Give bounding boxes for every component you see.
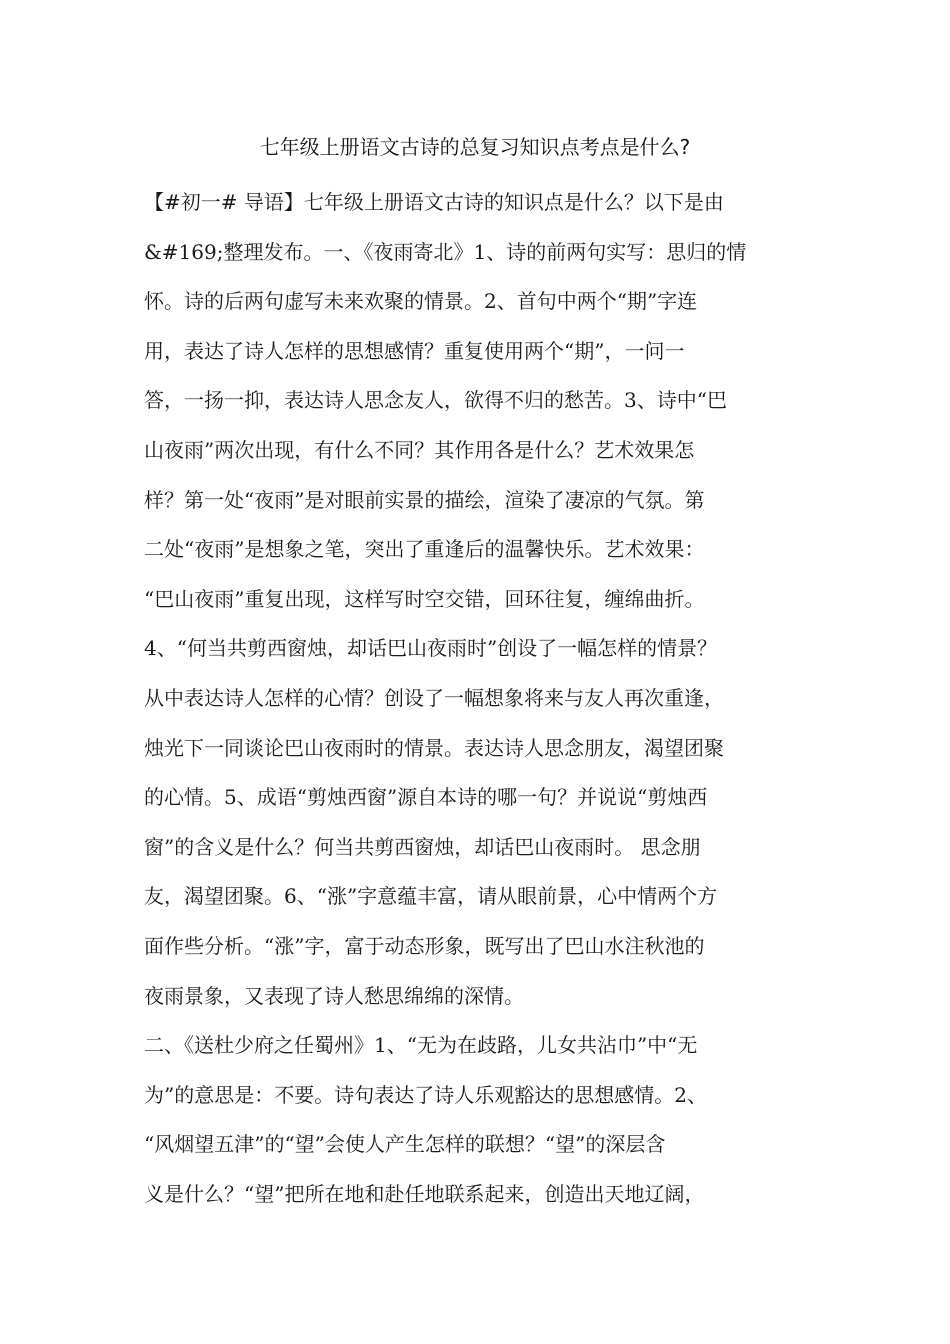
body-text-line: 的心情。5、成语“剪烛西窗”源自本诗的哪一句？并说说“剪烛西 — [144, 785, 708, 809]
body-text-line: 窗”的含义是什么？何当共剪西窗烛，却话巴山夜雨时。 思念朋 — [144, 835, 701, 859]
body-text-line: 面作些分析。“涨”字，富于动态形象，既写出了巴山水注秋池的 — [144, 934, 705, 958]
body-text-line: 答，一扬一抑，表达诗人思念友人，欲得不归的愁苦。3、诗中“巴 — [144, 388, 727, 412]
body-text-line: 二处“夜雨”是想象之笔，突出了重逢后的温馨快乐。艺术效果： — [144, 537, 705, 561]
body-text-line: 用，表达了诗人怎样的思想感情？重复使用两个“期”，一问一 — [144, 339, 685, 363]
body-text-line: 夜雨景象，又表现了诗人愁思绵绵的深情。 — [144, 984, 524, 1008]
body-text-line: 烛光下一同谈论巴山夜雨时的情景。表达诗人思念朋友，渴望团聚 — [144, 736, 724, 760]
body-text-line: “巴山夜雨”重复出现，这样写时空交错，回环往复，缠绵曲折。 — [144, 587, 705, 611]
body-text-line: 义是什么？“望”把所在地和赴任地联系起来，创造出天地辽阔， — [144, 1182, 705, 1206]
body-text-line: 友，渴望团聚。6、“涨”字意蕴丰富，请从眼前景，心中情两个方 — [144, 884, 718, 908]
body-text-line: 山夜雨”两次出现，有什么不同？其作用各是什么？艺术效果怎 — [144, 438, 695, 462]
body-text-line: 怀。诗的后两句虚写未来欢聚的情景。2、首句中两个“期”字连 — [144, 289, 698, 313]
body-text-line: “风烟望五津”的“望”会使人产生怎样的联想？“望”的深层含 — [144, 1132, 666, 1156]
document-title: 七年级上册语文古诗的总复习知识点考点是什么? — [259, 135, 691, 159]
body-text-line: 4、“何当共剪西窗烛，却话巴山夜雨时”创设了一幅怎样的情景？ — [144, 636, 718, 660]
body-text-line: 为”的意思是：不要。诗句表达了诗人乐观豁达的思想感情。2、 — [144, 1083, 707, 1107]
body-text-line: 从中表达诗人怎样的心情？创设了一幅想象将来与友人再次重逢， — [144, 686, 724, 710]
body-text-line: 样？第一处“夜雨”是对眼前实景的描绘，渲染了凄凉的气氛。第 — [144, 488, 705, 512]
body-text-line: 二、《送杜少府之任蜀州》1、“无为在歧路，儿女共沾巾”中“无 — [144, 1033, 698, 1057]
body-text-line: &#169;整理发布。一、《夜雨寄北》1、诗的前两句实写：思归的情 — [144, 240, 747, 264]
body-text-line: 【#初一# 导语】七年级上册语文古诗的知识点是什么？以下是由 — [144, 190, 724, 214]
